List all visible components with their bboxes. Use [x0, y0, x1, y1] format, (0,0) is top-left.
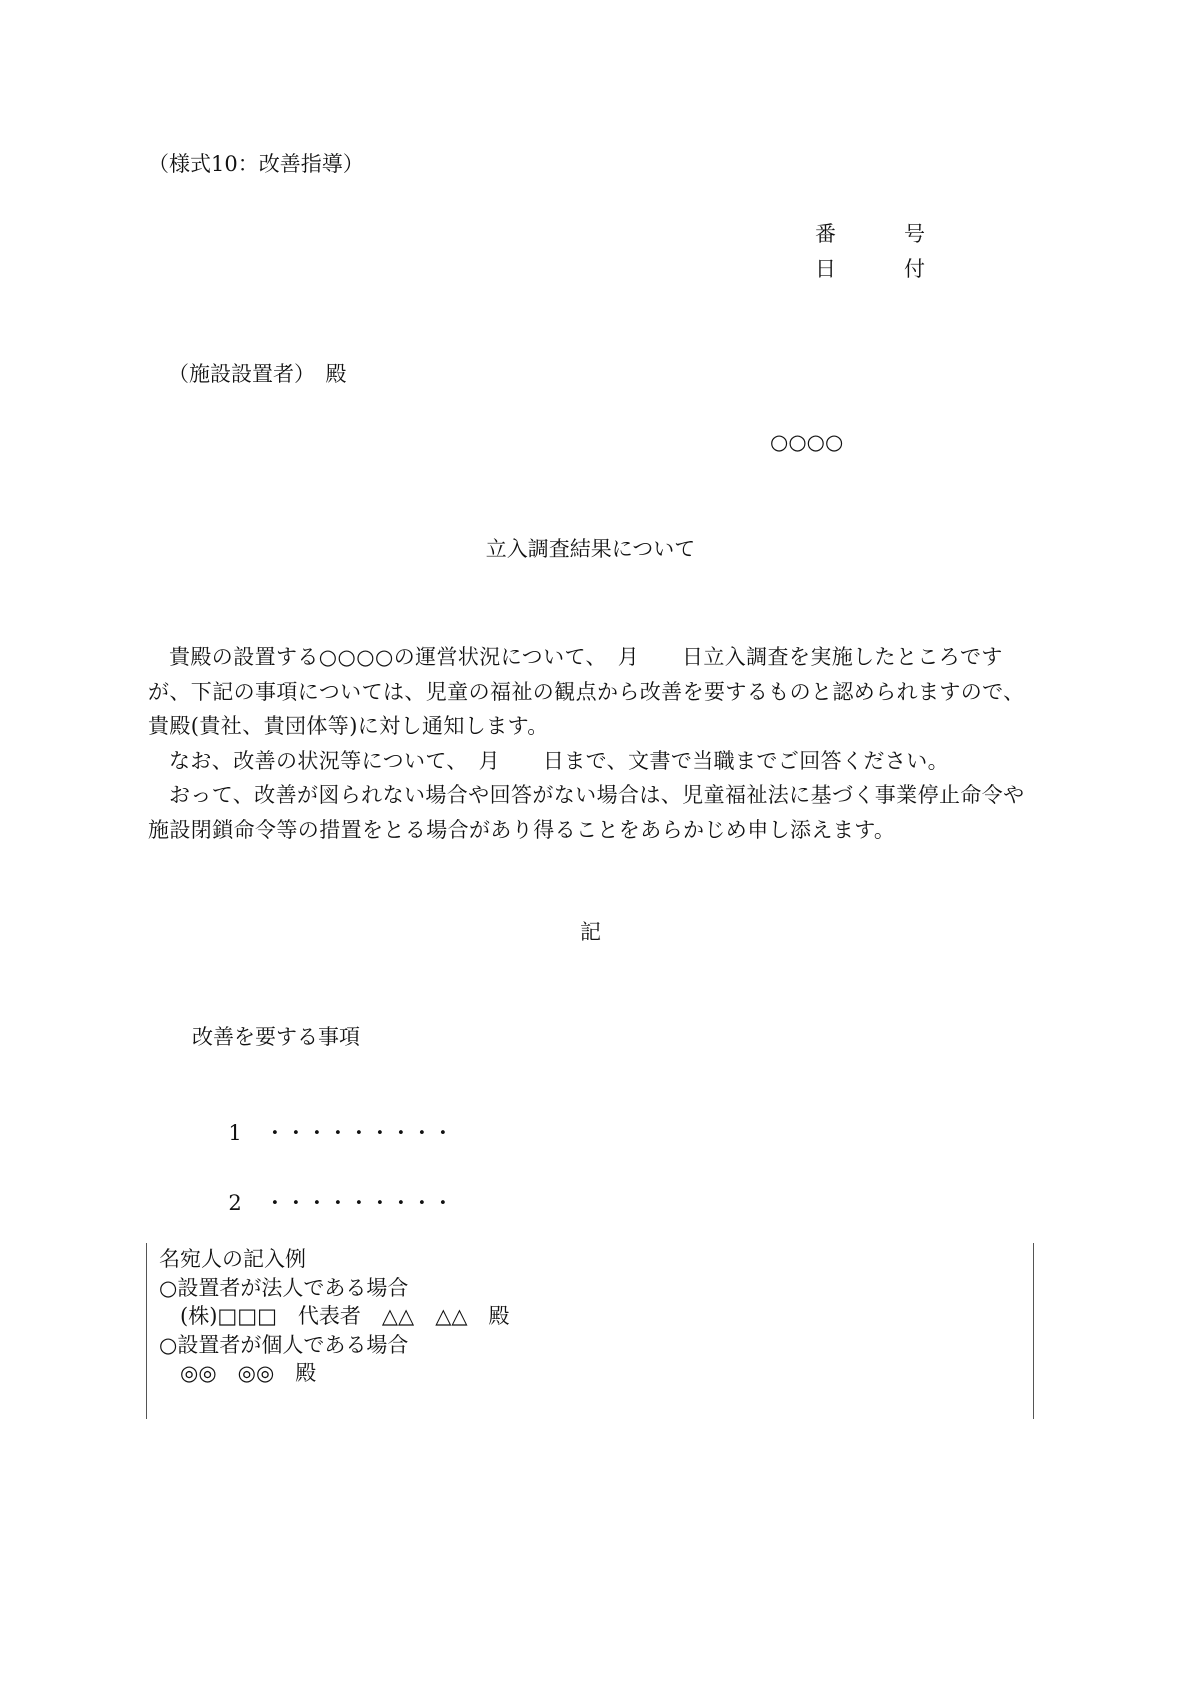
improvement-heading: 改善を要する事項 — [192, 1025, 360, 1049]
example-corp-case: ○設置者が法人である場合 — [159, 1275, 409, 1300]
ref-number-label — [815, 222, 925, 247]
body-paragraph-2: なお、改善の状況等について、 月 日まで、文書で当職までご回答ください。 — [169, 748, 950, 773]
form-label: （様式10：改善指導） — [148, 152, 364, 176]
example-individual-line: ◎◎ ◎◎ 殿 — [159, 1361, 317, 1385]
improvement-item-number: 1 — [228, 1121, 242, 1146]
ref-number-char-1: 番 — [815, 222, 836, 246]
ref-date-char-1: 日 — [815, 257, 836, 281]
improvement-item-text: ・・・・・・・・・ — [264, 1121, 454, 1146]
sender: ○○○○ — [770, 430, 844, 454]
document-subject: 立入調査結果について — [485, 537, 696, 561]
ki-heading: 記 — [580, 920, 601, 944]
example-corp-line: (株)□□□ 代表者 △△ △△ 殿 — [159, 1304, 510, 1328]
ref-date-label — [815, 257, 925, 282]
body-paragraph-1: 貴殿の設置する○○○○の運営状況について、 月 日立入調査を実施したところですが、下記の事項については、児童の福祉の観点から改善を要するものと認められますので、貴殿(貴社、貴団体等)に対し通知します。 — [148, 645, 1025, 738]
example-box-title: 名宛人の記入例 — [159, 1247, 306, 1271]
addressee: （施設設置者） 殿 — [168, 362, 347, 386]
body-text — [148, 640, 1038, 847]
improvement-item — [215, 1096, 453, 1146]
improvement-item — [215, 1166, 453, 1216]
addressee-example-box — [146, 1243, 1034, 1419]
improvement-item-text: ・・・・・・・・・ — [264, 1191, 454, 1216]
improvement-item-number: 2 — [228, 1191, 242, 1216]
ref-date-char-2: 付 — [904, 257, 925, 281]
example-individual-case: ○設置者が個人である場合 — [159, 1332, 409, 1357]
ref-number-char-2: 号 — [904, 222, 925, 246]
body-paragraph-3: おって、改善が図られない場合や回答がない場合は、児童福祉法に基づく事業停止命令や施設閉鎖命令等の措置をとる場合があり得ることをあらかじめ申し添えます。 — [148, 783, 1025, 842]
